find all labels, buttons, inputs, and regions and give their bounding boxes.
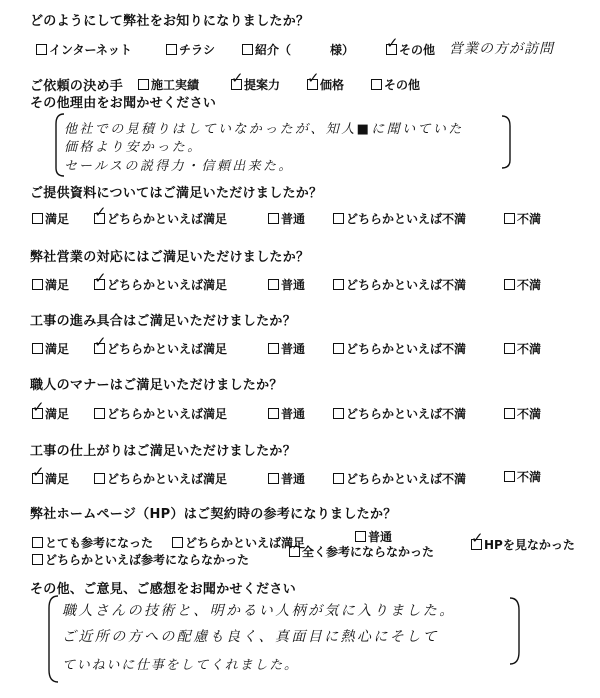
q4-option-somewhat-dissatisfied[interactable]: どちらかといえば不満: [333, 276, 466, 293]
q6-option-somewhat-satisfied[interactable]: どちらかといえば満足: [94, 405, 227, 422]
q5-option-dissatisfied[interactable]: 不満: [504, 340, 541, 357]
q7-option-dissatisfied[interactable]: 不満: [504, 468, 541, 485]
check-mark-icon: ✓: [94, 269, 107, 287]
q2-option-track-record[interactable]: 施工実績: [138, 76, 199, 93]
q3-option-neutral[interactable]: 普通: [268, 210, 305, 227]
q2-question: ご依頼の決め手: [30, 79, 124, 94]
q8-option-did-not-see-hp[interactable]: ✓ HPを見なかった: [471, 529, 575, 552]
q5-option-neutral[interactable]: 普通: [268, 340, 305, 357]
checkbox[interactable]: [94, 269, 107, 290]
q1-referral-suffix: 様）: [330, 43, 355, 57]
q8-option-very-helpful[interactable]: とても参考になった: [32, 534, 153, 551]
checkbox[interactable]: [504, 408, 515, 419]
q2-option-price[interactable]: ✓ 価格: [307, 69, 345, 92]
check-mark-icon: ✓: [231, 69, 244, 87]
checkbox[interactable]: [307, 69, 320, 90]
q7-option-neutral[interactable]: 普通: [268, 470, 305, 487]
checkbox[interactable]: [333, 473, 344, 484]
checkbox[interactable]: [32, 463, 45, 484]
checkbox[interactable]: [289, 546, 300, 557]
q9-comment-line-1: 職人さんの技術と、明かるい人柄が気に入りました。: [62, 603, 456, 619]
checkbox[interactable]: [268, 279, 279, 290]
checkbox[interactable]: [166, 44, 177, 55]
check-mark-icon: ✓: [471, 529, 484, 547]
checkbox[interactable]: [471, 529, 484, 550]
checkbox[interactable]: [94, 333, 107, 354]
checkbox[interactable]: [355, 531, 366, 542]
check-mark-icon: ✓: [94, 333, 107, 351]
q5-option-somewhat-satisfied[interactable]: ✓ どちらかといえば満足: [94, 333, 228, 356]
q6-option-neutral[interactable]: 普通: [268, 405, 305, 422]
q4-option-neutral[interactable]: 普通: [268, 276, 305, 293]
checkbox[interactable]: [333, 279, 344, 290]
q3-question: ご提供資料についてはご満足いただけましたか？: [30, 186, 323, 201]
q5-option-satisfied[interactable]: 満足: [32, 340, 69, 357]
checkbox[interactable]: [231, 69, 244, 90]
q8-option-neutral[interactable]: 普通: [355, 528, 392, 545]
q9-comment-line-2: ご近所の方への配慮も良く、真面目に熱心にそして: [62, 629, 439, 645]
q7-option-somewhat-dissatisfied[interactable]: どちらかといえば不満: [333, 470, 466, 487]
checkbox[interactable]: [333, 408, 344, 419]
checkbox[interactable]: [32, 213, 43, 224]
checkbox[interactable]: [268, 343, 279, 354]
checkbox[interactable]: [36, 44, 47, 55]
checkbox[interactable]: [32, 398, 45, 419]
checkbox[interactable]: [504, 279, 515, 290]
q1-question: どのようにして弊社をお知りになりましたか？: [30, 14, 310, 29]
q9-question: その他、ご意見、ご感想をお聞かせください: [30, 582, 297, 597]
q4-option-satisfied[interactable]: 満足: [32, 276, 69, 293]
checkbox[interactable]: [268, 213, 279, 224]
check-mark-icon: ✓: [307, 69, 320, 87]
q7-question: 工事の仕上がりはご満足いただけましたか？: [30, 444, 297, 459]
checkbox[interactable]: [504, 343, 515, 354]
q4-option-dissatisfied[interactable]: 不満: [504, 276, 541, 293]
check-mark-icon: ✓: [32, 463, 45, 481]
q8-question: 弊社ホームページ（HP）はご契約時の参考になりましたか？: [30, 507, 397, 522]
q8-option-not-helpful[interactable]: 全く参考にならなかった: [289, 543, 434, 560]
check-mark-icon: ✓: [94, 203, 107, 221]
q9-comment-line-3: ていねいに仕事をしてくれました。: [62, 658, 299, 673]
checkbox[interactable]: [172, 537, 183, 548]
q1-other-handwritten: 営業の方が訪問: [449, 41, 554, 57]
checkbox[interactable]: [94, 203, 107, 224]
check-mark-icon: ✓: [386, 34, 399, 52]
q1-option-referral[interactable]: 紹介（: [242, 41, 291, 58]
checkbox[interactable]: [268, 473, 279, 484]
q3-option-dissatisfied[interactable]: 不満: [504, 210, 541, 227]
q3-option-somewhat-satisfied[interactable]: ✓ どちらかといえば満足: [94, 203, 228, 226]
q6-option-somewhat-dissatisfied[interactable]: どちらかといえば不満: [333, 405, 466, 422]
q4-question: 弊社営業の対応にはご満足いただけましたか？: [30, 250, 310, 265]
q4-option-somewhat-satisfied[interactable]: ✓ どちらかといえば満足: [94, 269, 228, 292]
checkbox[interactable]: [94, 408, 105, 419]
checkbox[interactable]: [94, 473, 105, 484]
q2-reason-line-3: セールスの説得力・信頼出来た。: [64, 159, 294, 174]
q6-option-satisfied[interactable]: ✓ 満足: [32, 398, 70, 421]
checkbox[interactable]: [32, 279, 43, 290]
q8-option-somewhat-unhelpful[interactable]: どちらかといえば参考にならなかった: [32, 551, 249, 568]
checkbox[interactable]: [32, 554, 43, 565]
q1-option-other[interactable]: ✓ その他: [386, 34, 436, 57]
checkbox[interactable]: [268, 408, 279, 419]
checkbox[interactable]: [138, 79, 149, 90]
q8-option-somewhat-satisfied[interactable]: どちらかといえば満足: [172, 534, 305, 551]
q7-option-somewhat-satisfied[interactable]: どちらかといえば満足: [94, 470, 227, 487]
checkbox[interactable]: [32, 537, 43, 548]
q5-question: 工事の進み具合はご満足いただけましたか？: [30, 314, 297, 329]
q6-question: 職人のマナーはご満足いただけましたか？: [30, 378, 283, 393]
checkbox[interactable]: [333, 343, 344, 354]
q2-option-proposal[interactable]: ✓ 提案力: [231, 69, 281, 92]
checkbox[interactable]: [504, 471, 515, 482]
checkbox[interactable]: [371, 79, 382, 90]
checkbox[interactable]: [386, 34, 399, 55]
checkbox[interactable]: [32, 343, 43, 354]
q3-option-satisfied[interactable]: 満足: [32, 210, 69, 227]
check-mark-icon: ✓: [32, 398, 45, 416]
q5-option-somewhat-dissatisfied[interactable]: どちらかといえば不満: [333, 340, 466, 357]
q2-option-other[interactable]: その他: [371, 76, 420, 93]
checkbox[interactable]: [504, 213, 515, 224]
q7-option-satisfied[interactable]: ✓ 満足: [32, 463, 70, 486]
q6-option-dissatisfied[interactable]: 不満: [504, 405, 541, 422]
checkbox[interactable]: [242, 44, 253, 55]
q1-option-flyer[interactable]: チラシ: [166, 41, 215, 58]
q2-reason-prompt: その他理由をお聞かせください: [30, 96, 217, 111]
q2-reason-line-2: 価格より安かった。: [64, 140, 203, 155]
q3-option-somewhat-dissatisfied[interactable]: どちらかといえば不満: [333, 210, 466, 227]
q2-reason-line-1: 他社での見積りはしていなかったが、知人■に聞いていた: [64, 122, 464, 137]
checkbox[interactable]: [333, 213, 344, 224]
q1-option-internet[interactable]: インターネット: [36, 41, 132, 58]
